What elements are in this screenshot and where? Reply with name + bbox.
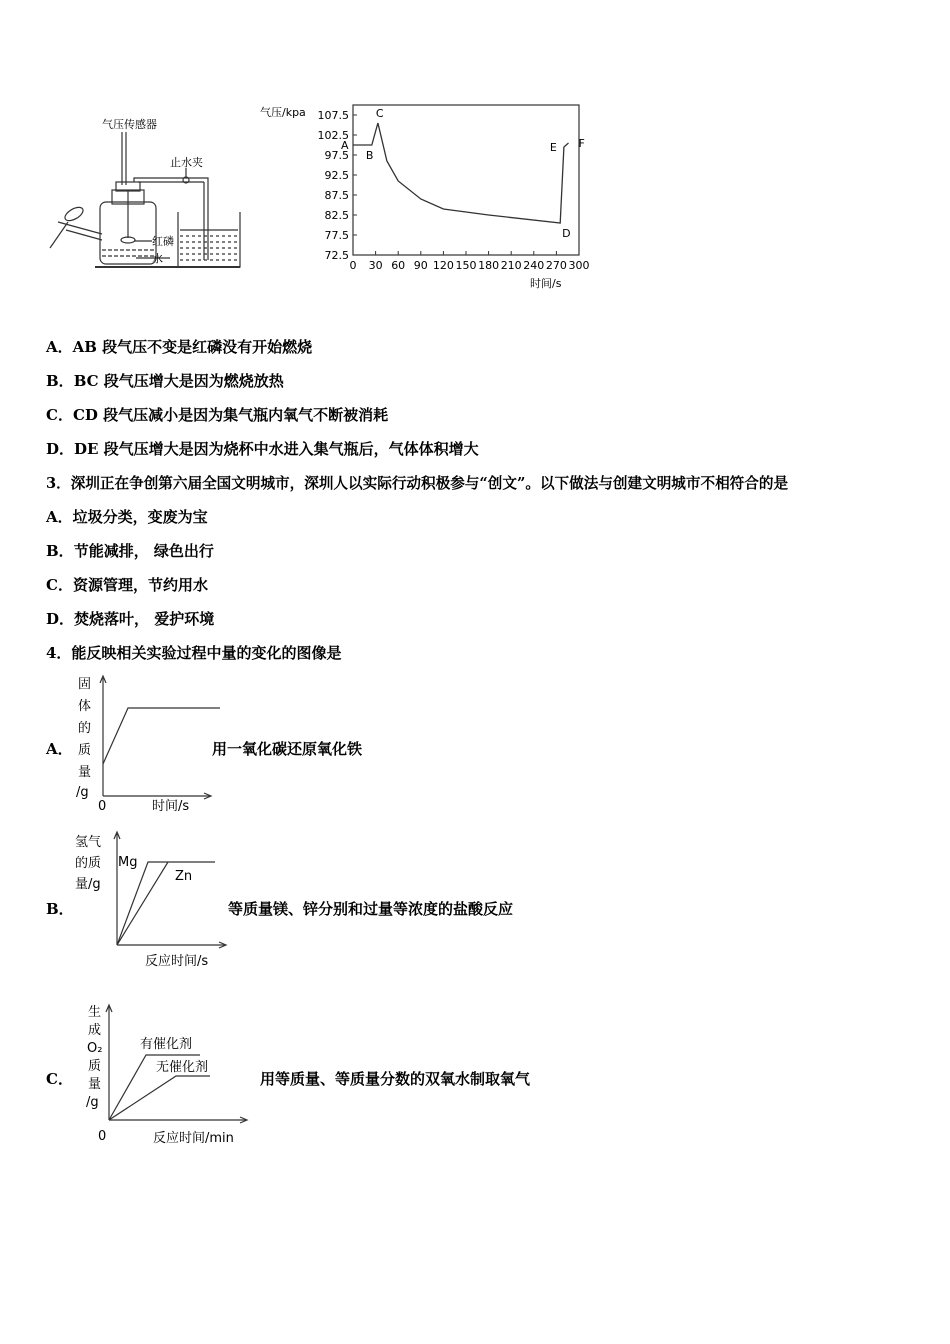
y-tick-label: 102.5	[317, 129, 349, 142]
graph-a-ylabel-5: 量	[78, 765, 92, 780]
chart-ylabel: 气压/kpa	[260, 106, 306, 119]
graph-a-ylabel-1: 固	[78, 677, 92, 692]
option-letter: D．	[46, 440, 75, 458]
option-letter: B．	[46, 372, 74, 390]
q2-option-a	[46, 336, 312, 357]
y-tick-label: 107.5	[317, 109, 349, 122]
apparatus-diagram	[40, 110, 250, 280]
option-text: 焚烧落叶， 爱护环境	[74, 610, 215, 628]
q2-option-b	[46, 370, 284, 391]
graph-b-zn-line	[117, 862, 168, 945]
y-tick-label: 72.5	[324, 249, 349, 262]
point-label-f: F	[578, 137, 585, 150]
graph-a-ylabel-3: 的	[78, 721, 92, 736]
water-label: 水	[152, 252, 163, 265]
x-tick-label: 150	[455, 259, 477, 272]
phosphorus-label: 红磷	[152, 235, 174, 248]
x-tick-label: 180	[478, 259, 500, 272]
option-letter: A．	[46, 508, 73, 526]
graph-a-ylabel-2: 体	[78, 699, 92, 714]
q4-option-b-letter: B．	[46, 900, 74, 918]
x-tick-label: 30	[368, 259, 383, 272]
x-tick-label: 210	[500, 259, 522, 272]
graph-a-origin: 0	[98, 799, 107, 814]
x-tick-label: 0	[349, 259, 357, 272]
q4-stem: 4．能反映相关实验过程中量的变化的图像是	[46, 644, 342, 662]
pressure-line	[353, 123, 569, 223]
point-label-a: A	[341, 139, 349, 152]
graph-c-series-catalyst: 有催化剂	[140, 1037, 193, 1052]
option-letter: A．	[46, 338, 73, 356]
chart-frame	[353, 105, 579, 255]
q3-option-d	[46, 608, 214, 629]
graph-b-series-mg: Mg	[118, 855, 138, 870]
chart-xlabel: 时间/s	[530, 277, 562, 290]
graph-a-ylabel-6: /g	[76, 785, 89, 800]
option-letter: C．	[46, 576, 73, 594]
graph-b-series-zn: Zn	[175, 869, 193, 884]
pressure-chart	[258, 100, 603, 295]
graph-c-ylabel-2: 成	[88, 1023, 102, 1038]
q2-option-d	[46, 438, 479, 459]
point-label-d: D	[562, 227, 571, 240]
graph-c-ylabel-1: 生	[88, 1005, 102, 1020]
option-letter: D．	[46, 610, 75, 628]
x-tick-label: 60	[391, 259, 406, 272]
x-tick-label: 90	[413, 259, 428, 272]
q4-option-a-text: 用一氧化碳还原氧化铁	[212, 740, 363, 758]
y-tick-label: 92.5	[324, 169, 349, 182]
graph-c-ylabel-6: /g	[86, 1095, 99, 1110]
y-tick-label: 97.5	[324, 149, 349, 162]
graph-a-xlabel: 时间/s	[152, 799, 190, 814]
option-text: CD 段气压减小是因为集气瓶内氧气不断被消耗	[72, 406, 389, 424]
option-text: DE 段气压增大是因为烧杯中水进入集气瓶后，气体体积增大	[74, 440, 479, 458]
graph-b-ylabel-1: 氢气	[75, 835, 102, 850]
graph-a-ylabel-4: 质	[78, 743, 92, 758]
q3-option-a	[46, 506, 208, 527]
x-tick-label: 240	[523, 259, 545, 272]
q3-option-c	[46, 574, 208, 595]
q4-graph-b	[70, 828, 235, 973]
option-text: AB 段气压不变是红磷没有开始燃烧	[72, 338, 313, 356]
point-label-b: B	[365, 149, 374, 162]
graph-b-ylabel-2: 的质	[75, 856, 102, 871]
graph-c-origin: 0	[98, 1129, 107, 1144]
graph-b-ylabel-3: 量/g	[75, 877, 101, 892]
graph-b-xlabel: 反应时间/s	[145, 954, 209, 969]
graph-a-curve	[103, 708, 220, 764]
point-label-c: C	[375, 107, 384, 120]
option-text: 资源管理，节约用水	[72, 576, 208, 594]
clamp-label: 止水夹	[170, 156, 203, 169]
graph-c-series-no-catalyst: 无催化剂	[156, 1060, 209, 1075]
graph-b-mg-line	[117, 862, 215, 945]
y-tick-label: 82.5	[324, 209, 349, 222]
point-label-e: E	[549, 141, 557, 154]
q3-option-b	[46, 540, 214, 561]
option-letter: B．	[46, 542, 74, 560]
sensor-label: 气压传感器	[102, 118, 157, 131]
graph-c-ylabel-4: 质	[88, 1059, 102, 1074]
q4-option-c-letter: C．	[46, 1070, 73, 1088]
q4-option-a-letter: A．	[46, 740, 73, 758]
q4-graph-c	[78, 1000, 258, 1150]
q4-graph-a	[70, 670, 220, 820]
graph-c-xlabel: 反应时间/min	[153, 1131, 234, 1146]
q4-option-c-text: 用等质量、等质量分数的双氧水制取氧气	[260, 1070, 531, 1088]
option-text: BC 段气压增大是因为燃烧放热	[73, 372, 284, 390]
y-tick-label: 77.5	[324, 229, 349, 242]
q3-stem: 3．深圳正在争创第六届全国文明城市，深圳人以实际行动积极参与“创文”。以下做法与创建文明城市不相符合的是	[46, 475, 789, 492]
x-tick-label: 270	[545, 259, 567, 272]
y-tick-label: 87.5	[324, 189, 349, 202]
graph-c-ylabel-3: O₂	[87, 1041, 103, 1056]
q4-option-b-text: 等质量镁、锌分别和过量等浓度的盐酸反应	[228, 900, 514, 918]
graph-c-no-catalyst-line	[109, 1076, 210, 1120]
q2-option-c	[46, 404, 388, 425]
x-tick-label: 300	[568, 259, 590, 272]
option-text: 节能减排， 绿色出行	[73, 542, 214, 560]
graph-c-ylabel-5: 量	[88, 1077, 102, 1092]
option-text: 垃圾分类，变废为宝	[72, 508, 208, 526]
option-letter: C．	[46, 406, 73, 424]
x-tick-label: 120	[432, 259, 454, 272]
